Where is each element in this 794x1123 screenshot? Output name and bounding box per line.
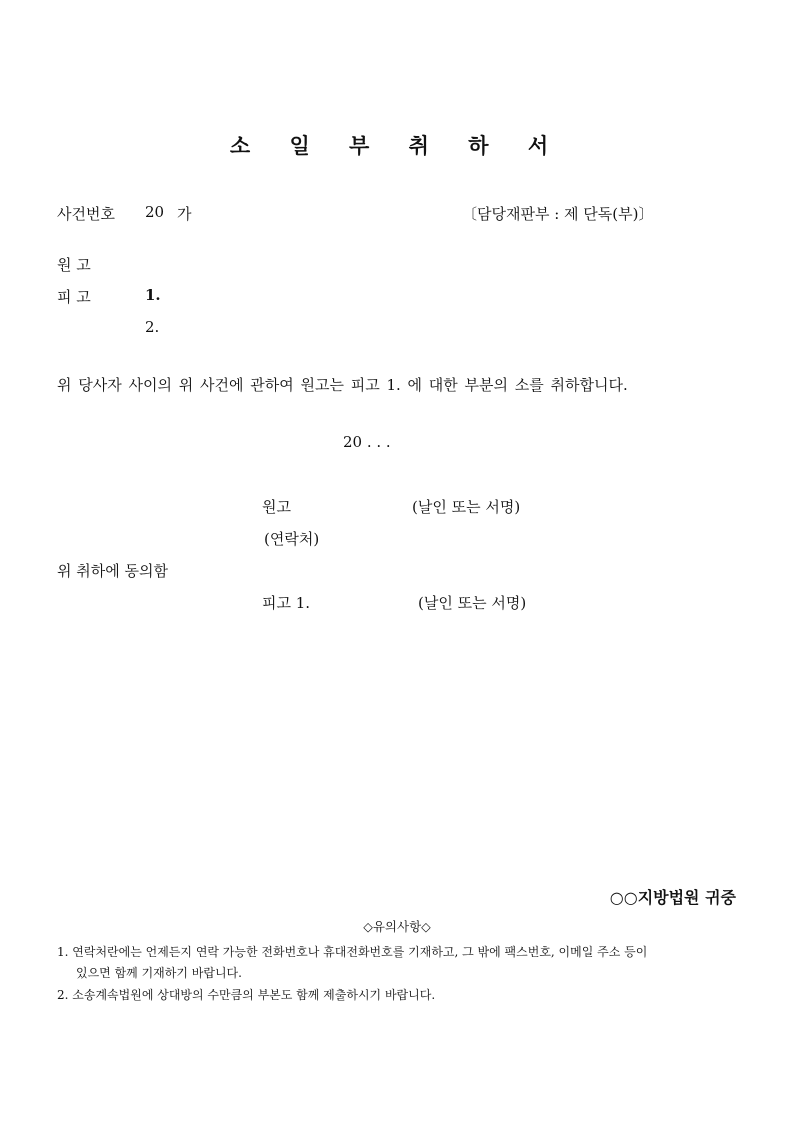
withdrawal-statement: 위 당사자 사이의 위 사건에 관하여 원고는 피고 1. 에 대한 부분의 소를 취하합니다. [57, 376, 628, 394]
page-title: 소 일 부 취 하 서 [229, 133, 565, 158]
notes-title: ◇유의사항◇ [363, 919, 431, 934]
defendant-2-number: 2. [145, 318, 160, 336]
case-number-label: 사건번호 [57, 205, 115, 223]
note-item-1-continued: 있으면 함께 기재하기 바랍니다. [76, 966, 242, 980]
case-type: 가 [177, 205, 192, 223]
defendant-1-number: 1. [145, 286, 161, 304]
case-year-prefix: 20 [145, 203, 165, 221]
note-item-1: 1. 연락처란에는 언제든지 연락 가능한 전화번호나 휴대전화번호를 기재하고, 그 밖에 팩스번호, 이메일 주소 등이 [57, 945, 648, 959]
defendant-sign-label: 피고 1. [262, 594, 311, 612]
plaintiff-sign-label: 원고 [262, 498, 291, 516]
division-field: 〔담당재판부 : 제 단독(부)〕 [462, 205, 654, 223]
plaintiff-label: 원 고 [57, 256, 91, 274]
consent-text: 위 취하에 동의함 [57, 562, 168, 580]
court-addressee: ○○지방법원 귀중 [609, 888, 736, 907]
note-item-2: 2. 소송계속법원에 상대방의 수만큼의 부본도 함께 제출하시기 바랍니다. [57, 988, 436, 1002]
defendant-label: 피 고 [57, 288, 91, 306]
defendant-seal-text: (날인 또는 서명) [418, 594, 527, 612]
plaintiff-seal-text: (날인 또는 서명) [412, 498, 521, 516]
date-line: 20 . . . [343, 433, 391, 451]
plaintiff-contact: (연락처) [264, 530, 320, 548]
